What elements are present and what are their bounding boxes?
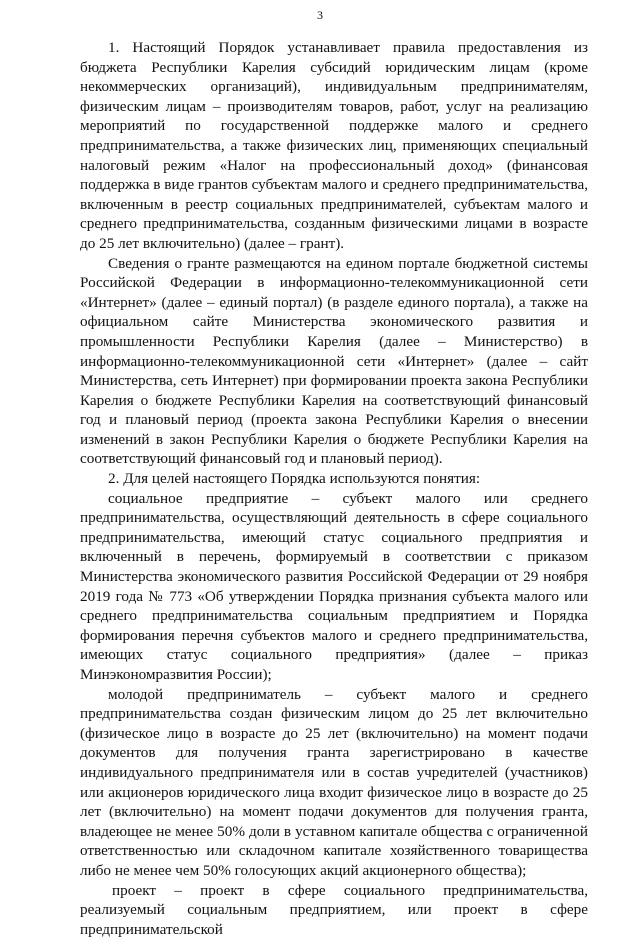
paragraph-social-enterprise: социальное предприятие – субъект малого или среднего предпринимательства, осуществляющий деятельность в сфере социального предпринимательства, имеющий статус социального предприятия и включенный в перечень, формируемый в соответствии с приказом Министерства экономического развития Российской Федерации от 29 ноября 2019 года № 773 «Об утверждении Порядка признания субъекта малого или среднего предпринимательства социальным предприятием и Порядка формирования перечня субъектов малого и среднего предпринимательства, имеющих статус социального предприятия» (далее – приказ Минэкономразвития России); [80,489,588,683]
paragraph-grant-info: Сведения о гранте размещаются на едином портале бюджетной системы Российской Федерации в информационно-телекоммуникационной сети «Интернет» (далее – единый портал) (в разделе единого портала), а также на официальном сайте Министерства экономического развития и промышленности Республики Карелия (далее – Министерство) в информационно-телекоммуникационной сети «Интернет» (далее – сайт Министерства, сеть Интернет) при формировании проекта закона Республики Карелия о бюджете Республики Карелия на соответствующий финансовый год и плановый период (проекта закона Республики Карелия о внесении изменений в закон Республики Карелия о бюджете Республики Карелия на соответствующий финансовый год и плановый период). [80,254,588,468]
paragraph-project: проект – проект в сфере социального предпринимательства, реализуемый социальным предприятием, или проект в сфере предпринимательской [80,881,588,938]
paragraph-young-entrepreneur: молодой предприниматель – субъект малого и среднего предпринимательства создан физическим лицом до 25 лет включительно (физическое лицо в возрасте до 25 лет (включительно) на момент подачи документов для получения гранта зарегистрировано в качестве индивидуального предпринимателя или в состав учредителей (участников) или акционеров юридического лица входит физическое лицо в возрасте до 25 лет (включительно) на момент подачи документов для получения гранта, владеющее не менее 50% доли в уставном капитале общества с ограниченной ответственностью или складочном капитале хозяйственного товарищества либо не менее чем 50% голосующих акций акционерного общества); [80,685,588,879]
page-number: 3 [317,8,323,22]
paragraph-definitions-intro: 2. Для целей настоящего Порядка используются понятия: [108,470,481,488]
paragraph-purpose: 1. Настоящий Порядок устанавливает правила предоставления из бюджета Республики Карелия субсидий юридическим лицам (кроме некоммерческих организаций), индивидуальным предпринимателям, физическим лицам – производителям товаров, работ, услуг на реализацию мероприятий по государственной поддержке малого и среднего предпринимательства, а также физических лиц, применяющих специальный налоговый режим «Налог на профессиональный доход» (финансовая поддержка в виде грантов субъектам малого и среднего предпринимательства, включенным в реестр социальных предпринимателей, субъектам малого и среднего предпринимательства, созданным физическими лицами в возрасте до 25 лет включительно) (далее – грант). [80,39,588,252]
document-body [80,38,588,939]
